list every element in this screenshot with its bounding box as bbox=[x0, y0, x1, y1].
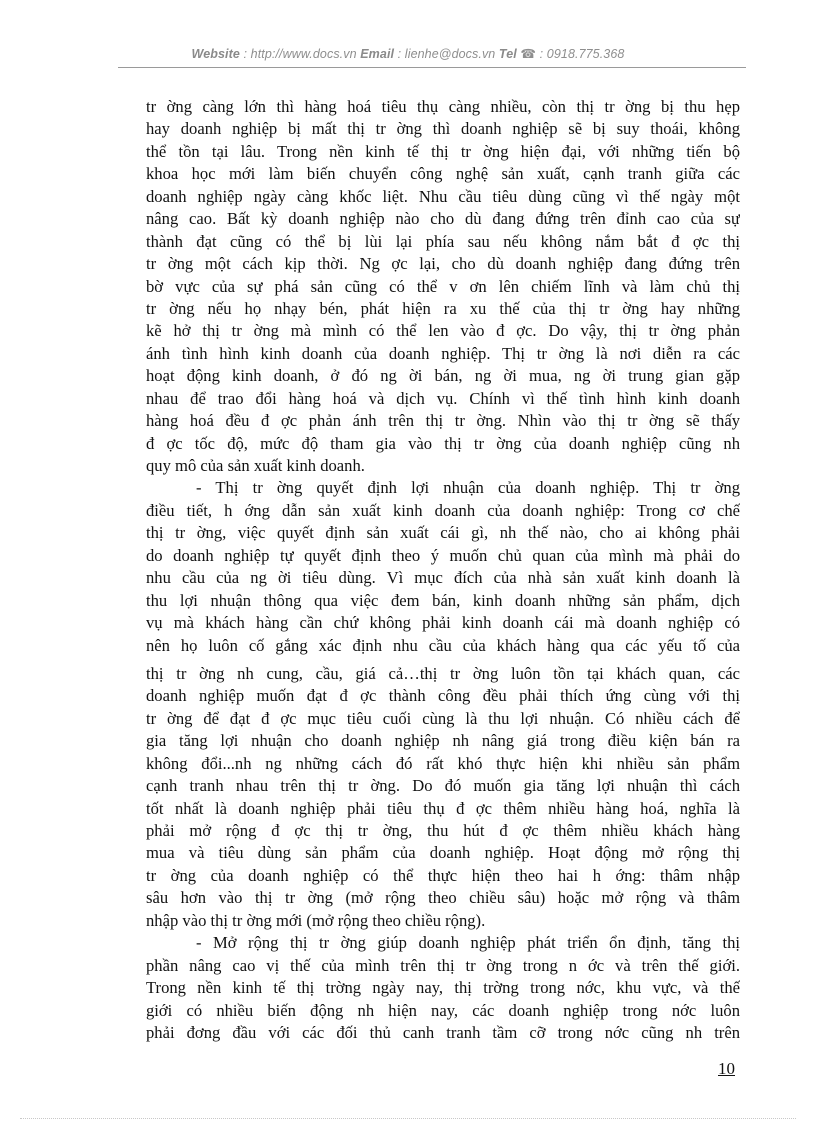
tel-value: ☎ : 0918.775.368 bbox=[516, 47, 625, 61]
text-line: vụ mà khách hàng cần chứ không phải kinh doanh cái mà doanh nghiệp có bbox=[146, 613, 740, 633]
website-value[interactable]: : http://www.docs.vn bbox=[239, 47, 361, 61]
text-line: nên họ luôn cố gắng xác định nhu cầu của khách hàng qua các yếu tố của bbox=[146, 635, 740, 655]
text-line: thu lợi nhuận thông qua việc đem bán, kinh doanh những sản phẩm, dịch bbox=[146, 590, 740, 610]
text-line: thị tr ờng nh cung, cầu, giá cả…thị tr ờng luôn tồn tại khách quan, các bbox=[146, 663, 740, 683]
text-line: Trong nền kinh tế thị trờng ngày nay, thị trờng trong nớc, khu vực, và thế bbox=[146, 978, 740, 998]
text-line: hay doanh nghiệp bị mất thị tr ờng thì doanh nghiệp sẽ bị suy thoái, không bbox=[146, 119, 740, 139]
text-line: doanh nghiệp ngày càng khốc liệt. Nhu cầu tiêu dùng cũng vì thế ngày một bbox=[146, 186, 740, 206]
text-line: - Mở rộng thị tr ờng giúp doanh nghiệp phát triển ổn định, tăng thị bbox=[196, 933, 740, 953]
text-line: nhu cầu của ng ời tiêu dùng. Vì mục đích của nhà sản xuất kinh doanh là bbox=[146, 568, 740, 588]
text-line: doanh nghiệp muốn đạt đ ợc thành công đều phải thích ứng cùng với thị bbox=[146, 686, 740, 706]
text-line: mua và tiêu dùng sản phẩm của doanh nghiệp. Hoạt động mở rộng thị bbox=[146, 843, 740, 863]
text-line: nhập vào thị tr ờng mới (mở rộng theo chiều rộng). bbox=[146, 910, 486, 930]
text-line: tr ờng một cách kịp thời. Ng ợc lại, cho dù doanh nghiệp đang đứng trên bbox=[146, 254, 740, 274]
page-number: 10 bbox=[718, 1059, 735, 1078]
tel-label: Tel bbox=[498, 47, 517, 61]
text-line: hoạt động kinh doanh, ở đó ng ời bán, ng ời mua, ng ời trung gian gặp bbox=[146, 366, 740, 386]
text-line: sâu hơn vào thị tr ờng (mở rộng theo chiều sâu) hoặc mở rộng và thâm bbox=[146, 888, 740, 908]
text-line: phần nâng cao vị thế của mình trên thị tr ờng trong n ớc và trên thế giới. bbox=[146, 955, 740, 975]
text-line: tốt nhất là doanh nghiệp phải tiêu thụ đ ợc thêm nhiều hàng hoá, nghĩa là bbox=[146, 798, 740, 818]
text-line: tr ờng để đạt đ ợc mục tiêu cuối cùng là thu lợi nhuận. Có nhiều cách để bbox=[146, 708, 740, 728]
email-label: Email bbox=[360, 47, 395, 61]
text-line: đ ợc tốc độ, mức độ tham gia vào thị tr ờng của doanh nghiệp cũng nh bbox=[146, 433, 740, 453]
text-line: kẽ hở thị tr ờng mà mình có thể len vào đ ợc. Do vậy, thị tr ờng phản bbox=[146, 321, 740, 341]
text-line: tr ờng càng lớn thì hàng hoá tiêu thụ càng nhiều, còn thị tr ờng bị thu hẹp bbox=[146, 97, 740, 116]
text-line: cạnh tranh nhau trên thị tr ờng. Do đó muốn gia tăng lợi nhuận thì cách bbox=[146, 776, 740, 796]
text-line: phải mở rộng đ ợc thị tr ờng, thu hút đ ợc thêm nhiều khách hàng bbox=[146, 821, 740, 840]
text-line: không đổi...nh ng những cách đó rất khó thực hiện khi nhiều sản phẩm bbox=[146, 753, 740, 773]
text-line: tr ờng của doanh nghiệp có thể thực hiện theo hai h ớng: thâm nhập bbox=[146, 865, 740, 885]
text-line: phải đơng đầu với các đối thủ canh tranh tầm cỡ trong nớc cũng nh trên bbox=[146, 1022, 740, 1042]
body-text bbox=[146, 96, 740, 1044]
header-divider bbox=[118, 67, 746, 68]
text-line: nhau để trao đổi hàng hoá và dịch vụ. Chính vì thế tình hình kinh doanh bbox=[146, 388, 740, 408]
text-line: thị tr ờng, việc quyết định sản xuất cái gì, nh thế nào, cho ai không phải bbox=[146, 523, 740, 543]
text-line: tr ờng nếu họ nhạy bén, phát hiện ra xu thế của thị tr ờng hay những bbox=[146, 298, 740, 318]
website-label: Website bbox=[191, 47, 240, 61]
footer-divider bbox=[20, 1118, 796, 1119]
text-line: quy mô của sản xuất kinh doanh. bbox=[146, 456, 365, 475]
text-line: do doanh nghiệp tự quyết định theo ý muốn chủ quan của mình mà phải do bbox=[146, 545, 740, 565]
text-line: ánh tình hình kinh doanh của doanh nghiệp. Thị tr ờng là nơi diễn ra các bbox=[146, 343, 740, 363]
text-line: giới có nhiều biến động nh hiện nay, các doanh nghiệp trong nớc luôn bbox=[146, 1000, 740, 1020]
text-line: thành đạt cũng có thể bị lùi lại phía sau nếu không nắm bắt đ ợc thị bbox=[146, 231, 740, 251]
text-line: hàng hoá đều đ ợc phản ánh trên thị tr ờng. Nhìn vào thị tr ờng sẽ thấy bbox=[146, 411, 740, 431]
text-line: - Thị tr ờng quyết định lợi nhuận của doanh nghiệp. Thị tr ờng bbox=[196, 478, 740, 498]
text-line: nâng cao. Bất kỳ doanh nghiệp nào cho dù đang đứng trên đỉnh cao của sự bbox=[146, 209, 740, 229]
email-value[interactable]: : lienhe@docs.vn bbox=[394, 47, 499, 61]
text-line: bờ vực của sự phá sản cũng có thể v ơn lên chiếm lĩnh và làm chủ thị bbox=[146, 276, 740, 296]
text-line: gia tăng lợi nhuận cho doanh nghiệp nh nâng giá trong điều kiện bán ra bbox=[146, 731, 740, 751]
page-header bbox=[0, 46, 816, 61]
text-line: thể tồn tại lâu. Trong nền kinh tế thị tr ờng hiện đại, với những tiến bộ bbox=[146, 141, 740, 161]
text-line: khoa học mới làm biến chuyển công nghệ sản xuất, cạnh tranh giữa các bbox=[146, 164, 740, 184]
text-line: điều tiết, h ớng dẫn sản xuất kinh doanh của doanh nghiệp: Trong cơ chế bbox=[146, 500, 740, 520]
